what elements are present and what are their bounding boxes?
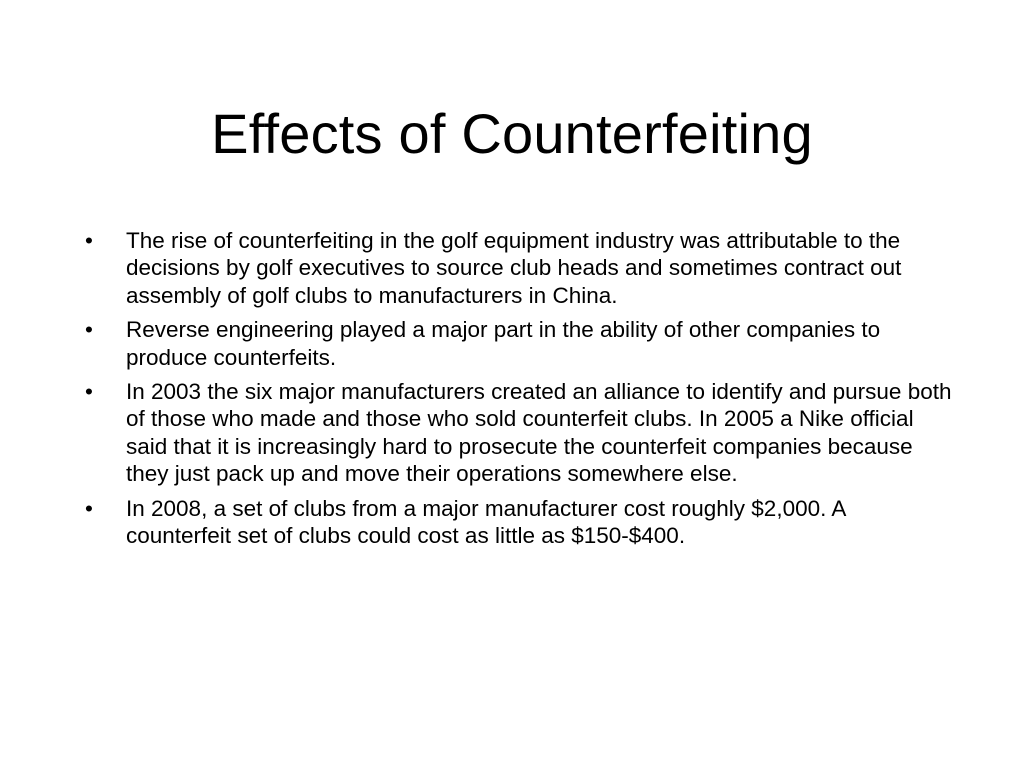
bullet-marker: • [85,495,93,521]
bullet-text: In 2003 the six major manufacturers created an alliance to identify and pursue both of those who made and those who sold counterfeit clubs. In 2005 a Nike official said that it is increasingly hard to prosecute the counterfeit companies because they just pack up and move their operations somewhere else. [126,379,952,487]
bullet-item [85,316,955,371]
bullet-item [85,495,955,550]
bullet-item [85,378,955,488]
bullet-text: Reverse engineering played a major part in the ability of other companies to produce counterfeits. [126,317,881,370]
bullet-marker: • [85,317,93,343]
bullet-text: The rise of counterfeiting in the golf equipment industry was attributable to the decisions by golf executives to source club heads and sometimes contract out assembly of golf clubs to manufacturers in China. [126,228,902,308]
bullet-marker: • [85,379,93,405]
bullet-list [85,227,955,556]
bullet-marker: • [85,228,93,253]
slide-title: Effects of Counterfeiting [211,102,813,165]
bullet-item [85,227,955,309]
bullet-text: In 2008, a set of clubs from a major manufacturer cost roughly $2,000. A counterfeit set of clubs could cost as little as $150-$400. [126,495,846,549]
